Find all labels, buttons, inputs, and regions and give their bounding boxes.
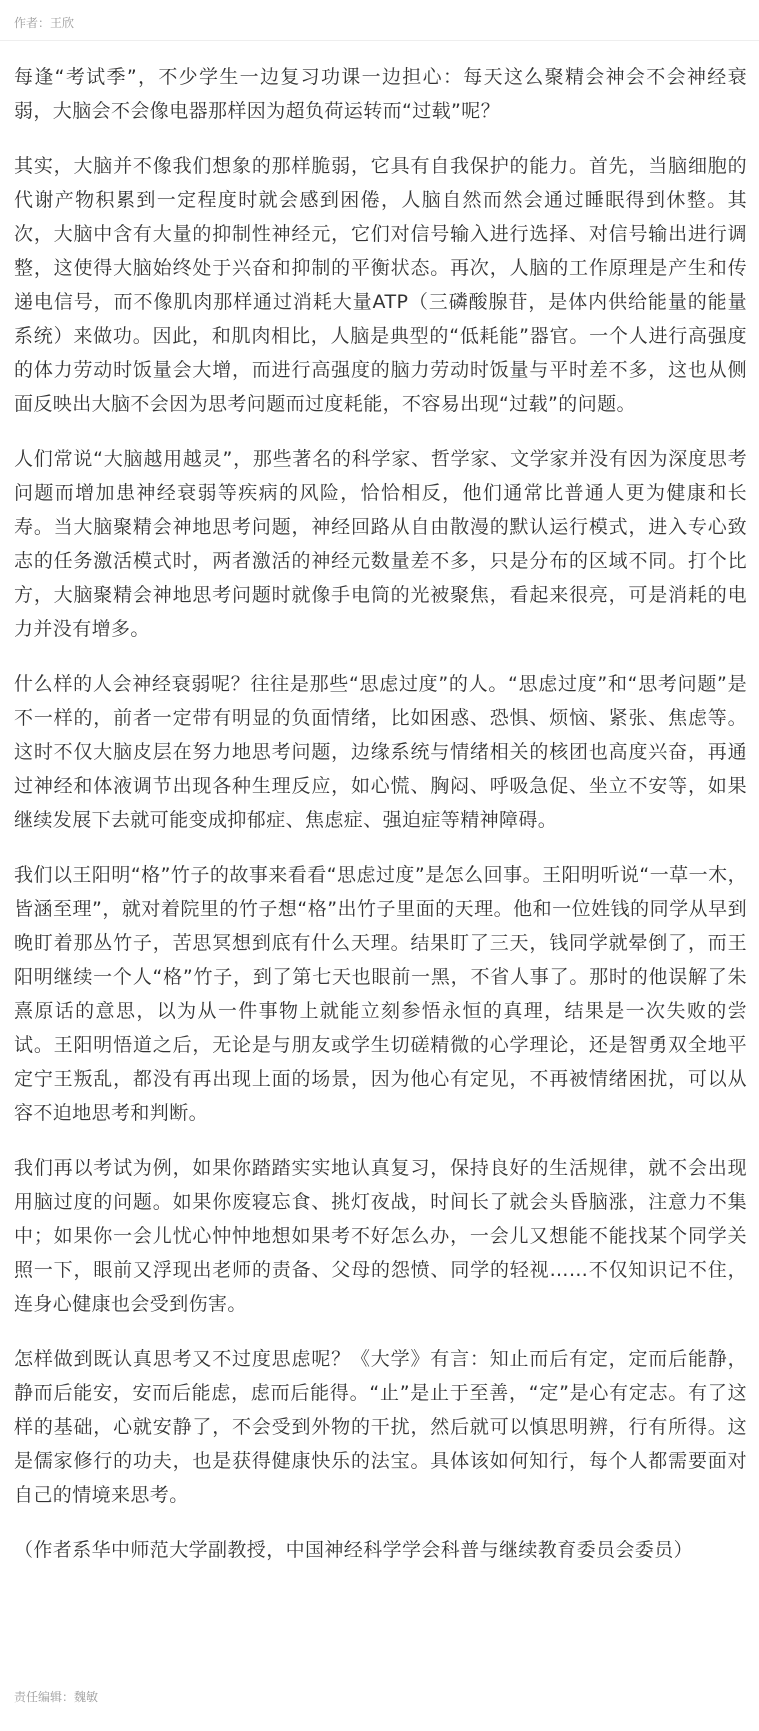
header-divider — [0, 40, 759, 41]
article-paragraph: 我们以王阳明“格”竹子的故事来看看“思虑过度”是怎么回事。王阳明听说“一草一木，皆涵至理”，就对着院里的竹子想“格”出竹子里面的天理。他和一位姓钱的同学从早到晚盯着那丛竹子，苦思冥想到底有什么天理。结果盯了三天，钱同学就晕倒了，而王阳明继续一个人“格”竹子，到了第七天也眼前一黑，不省人事了。那时的他误解了朱熹原话的意思，以为从一件事物上就能立刻参悟永恒的真理，结果是一次失败的尝试。王阳明悟道之后，无论是与朋友或学生切磋精微的心学理论，还是智勇双全地平定宁王叛乱，都没有再出现上面的场景，因为他心有定见，不再被情绪困扰，可以从容不迫地思考和判断。 — [14, 864, 747, 1124]
article-body — [14, 60, 747, 1588]
article-paragraph: 什么样的人会神经衰弱呢？往往是那些“思虑过度”的人。“思虑过度”和“思考问题”是不一样的，前者一定带有明显的负面情绪，比如困惑、恐惧、烦恼、紧张、焦虑等。这时不仅大脑皮层在努力地思考问题，边缘系统与情绪相关的核团也高度兴奋，再通过神经和体液调节出现各种生理反应，如心慌、胸闷、呼吸急促、坐立不安等，如果继续发展下去就可能变成抑郁症、焦虑症、强迫症等精神障碍。 — [14, 673, 747, 831]
article-paragraph: 我们再以考试为例，如果你踏踏实实地认真复习，保持良好的生活规律，就不会出现用脑过度的问题。如果你废寝忘食、挑灯夜战，时间长了就会头昏脑涨，注意力不集中；如果你一会儿忧心忡忡地想如果考不好怎么办，一会儿又想能不能找某个同学关照一下，眼前又浮现出老师的责备、父母的怨愤、同学的轻视……不仅知识记不住，连身心健康也会受到伤害。 — [14, 1157, 747, 1315]
article-paragraph: 其实，大脑并不像我们想象的那样脆弱，它具有自我保护的能力。首先，当脑细胞的代谢产物积累到一定程度时就会感到困倦，人脑自然而然会通过睡眠得到休整。其次，大脑中含有大量的抑制性神经元，它们对信号输入进行选择、对信号输出进行调整，这使得大脑始终处于兴奋和抑制的平衡状态。再次，人脑的工作原理是产生和传递电信号，而不像肌肉那样通过消耗大量ATP（三磷酸腺苷，是体内供给能量的能量系统）来做功。因此，和肌肉相比，人脑是典型的“低耗能”器官。一个人进行高强度的体力劳动时饭量会大增，而进行高强度的脑力劳动时饭量与平时差不多，这也从侧面反映出大脑不会因为思考问题而过度耗能，不容易出现“过载”的问题。 — [14, 155, 747, 415]
article-paragraph: 人们常说“大脑越用越灵”，那些著名的科学家、哲学家、文学家并没有因为深度思考问题而增加患神经衰弱等疾病的风险，恰恰相反，他们通常比普通人更为健康和长寿。当大脑聚精会神地思考问题，神经回路从自由散漫的默认运行模式，进入专心致志的任务激活模式时，两者激活的神经元数量差不多，只是分布的区域不同。打个比方，大脑聚精会神地思考问题时就像手电筒的光被聚焦，看起来很亮，可是消耗的电力并没有增多。 — [14, 448, 747, 640]
article-paragraph: 怎样做到既认真思考又不过度思虑呢？《大学》有言：知止而后有定，定而后能静，静而后能安，安而后能虑，虑而后能得。“止”是止于至善，“定”是心有定志。有了这样的基础，心就安静了，不会受到外物的干扰，然后就可以慎思明辨，行有所得。这是儒家修行的功夫，也是获得健康快乐的法宝。具体该如何知行，每个人都需要面对自己的情境来思考。 — [14, 1348, 747, 1506]
author-line: 作者：王欣 — [14, 16, 75, 30]
article-paragraph: 每逢“考试季”，不少学生一边复习功课一边担心：每天这么聚精会神会不会神经衰弱，大脑会不会像电器那样因为超负荷运转而“过载”呢？ — [14, 66, 747, 122]
author-bio: （作者系华中师范大学副教授，中国神经科学学会科普与继续教育委员会委员） — [14, 1539, 694, 1561]
editor-line: 责任编辑：魏敏 — [14, 1690, 99, 1704]
